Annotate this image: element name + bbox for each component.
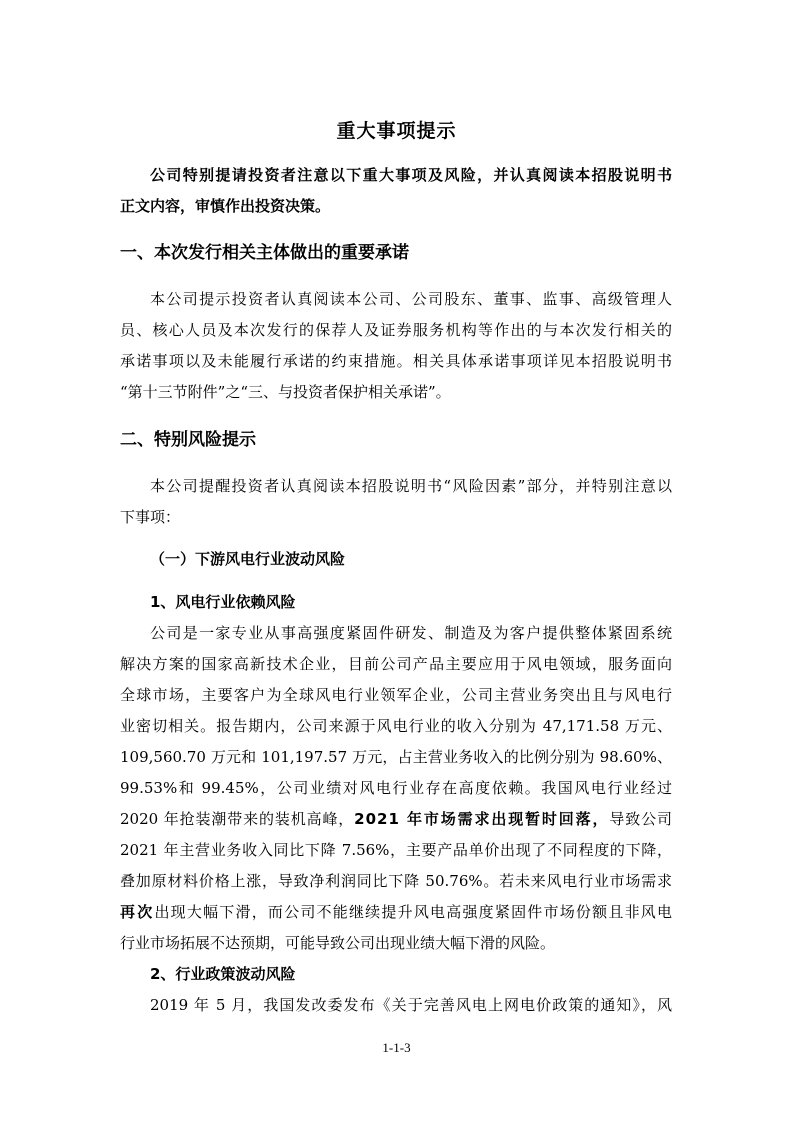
paragraph-line: 109,560.70 万元和 101,197.57 万元，占主营业务收入的比例分别为 98.60%、 <box>120 748 672 766</box>
item-heading: 1、风电行业依赖风险 <box>150 593 296 611</box>
paragraph-line: “第十三节附件”之“三、与投资者保护相关承诺”。 <box>120 383 451 401</box>
paragraph-line: 下事项： <box>120 508 181 526</box>
section-2-paragraph <box>120 471 672 533</box>
paragraph-line: 解决方案的国家高新技术企业，目前公司产品主要应用于风电领域，服务面向 <box>120 655 672 673</box>
item-1-paragraph <box>120 618 672 959</box>
emphasis-text: 2021 年市场需求出现暂时回落， <box>354 810 610 828</box>
section-1-heading: 一、本次发行相关主体做出的重要承诺 <box>120 243 409 263</box>
page-number: 1-1-3 <box>382 1040 411 1055</box>
page-title: 重大事项提示 <box>336 120 457 142</box>
intro-paragraph <box>120 160 672 222</box>
paragraph-line <box>120 804 672 835</box>
paragraph-line: 99.53%和 99.45%，公司业绩对风电行业存在高度依赖。我国风电行业经过 <box>120 779 672 797</box>
paragraph-line: 叠加原材料价格上涨，导致净利润同比下降 50.76%。若未来风电行业市场需求 <box>120 872 672 890</box>
paragraph-line: 本公司提示投资者认真阅读本公司、公司股东、董事、监事、高级管理人 <box>150 290 672 308</box>
emphasis-text: 再次 <box>120 903 155 921</box>
paragraph-line <box>120 897 672 928</box>
item-heading: 2、行业政策波动风险 <box>150 965 296 983</box>
text-run: 导致公司 <box>609 810 672 828</box>
item-2-paragraph <box>120 990 672 1021</box>
paragraph-line: 全球市场，主要客户为全球风电行业领军企业，公司主营业务突出且与风电行 <box>120 686 672 704</box>
section-2-heading: 二、特别风险提示 <box>120 430 256 450</box>
paragraph-line: 2021 年主营业务收入同比下降 7.56%，主要产品单价出现了不同程度的下降， <box>120 841 672 859</box>
intro-line: 公司特别提请投资者注意以下重大事项及风险，并认真阅读本招股说明书 <box>150 166 672 184</box>
section-1-paragraph <box>120 284 672 408</box>
text-run: 出现大幅下滑，而公司不能继续提升风电高强度紧固件市场份额且非风电 <box>154 903 672 921</box>
paragraph-line: 公司是一家专业从事高强度紧固件研发、制造及为客户提供整体紧固系统 <box>150 624 672 642</box>
paragraph-line: 本公司提醒投资者认真阅读本招股说明书“风险因素”部分，并特别注意以 <box>150 477 672 495</box>
paragraph-line: 承诺事项以及未能履行承诺的约束措施。相关具体承诺事项详见本招股说明书 <box>120 352 672 370</box>
subsection-heading: （一）下游风电行业波动风险 <box>150 550 346 568</box>
intro-line: 正文内容，审慎作出投资决策。 <box>120 197 331 215</box>
paragraph-line: 员、核心人员及本次发行的保荐人及证券服务机构等作出的与本次发行相关的 <box>120 321 672 339</box>
paragraph-line: 行业市场拓展不达预期，可能导致公司出现业绩大幅下滑的风险。 <box>120 934 556 952</box>
paragraph-line: 业密切相关。报告期内，公司来源于风电行业的收入分别为 47,171.58 万元、 <box>120 717 672 735</box>
paragraph-line: 2019 年 5 月，我国发改委发布《关于完善风电上网电价政策的通知》，风 <box>150 996 672 1014</box>
text-run: 2020 年抢装潮带来的装机高峰， <box>120 810 355 828</box>
